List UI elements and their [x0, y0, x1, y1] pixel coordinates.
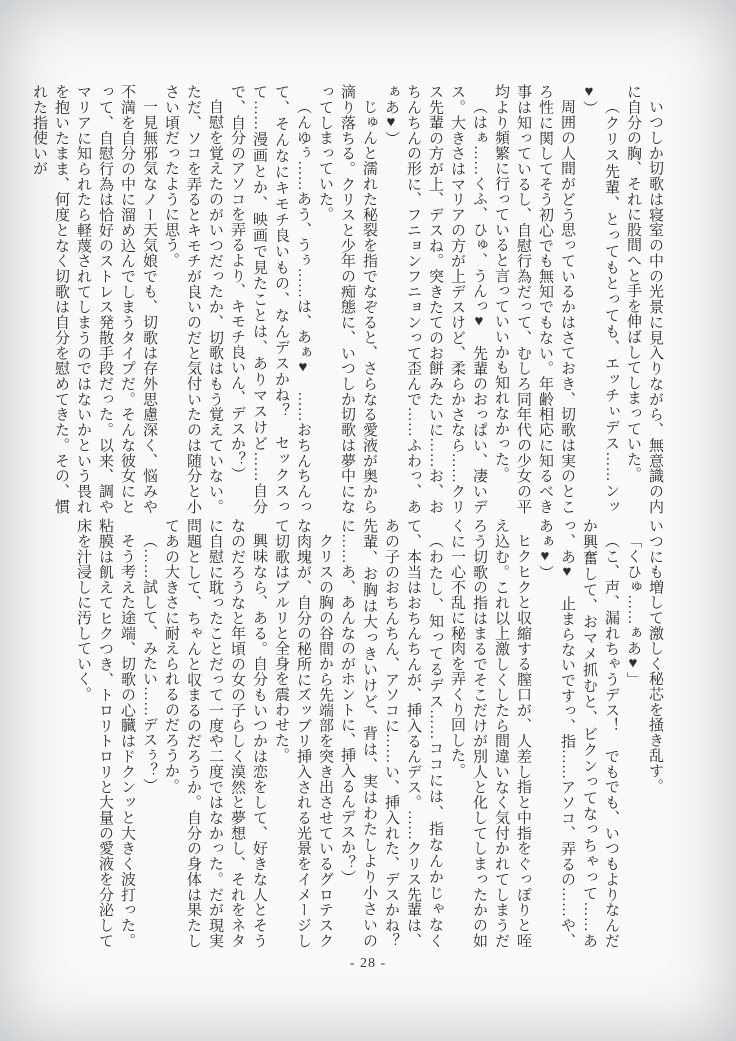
paragraph: （わたし、知ってるデス……ココには、指なんかじゃなくて、本当はおちんちんが、挿入るんデス。……クリス先輩は、あの子のおちんちん、アソコに……い、挿入れた、デスかね？ 先輩、お胸は大っきいけど、背は、実はわたしより小さいのに……あ、あんなのがホントに、挿入るんデスか？）	[339, 518, 443, 964]
page-number: - 28 -	[349, 956, 387, 971]
top-text-block	[28, 84, 666, 514]
paragraph: （……試して、みたい……デスぅ？）	[141, 533, 157, 794]
paragraph: 周囲の人間がどう思っているかはさておき、切歌は実のところ性に関してそう初心でも無知でもない。年齢相応に知るべき事は知っているし、自慰行為だって、むしろ同年代の少女の平均より頻繁に行っていると言っていいかも知れなかった。	[493, 84, 575, 514]
paragraph: 自慰を覚えたのがいつだったか、切歌はもう覚えていない。ただ、ソコを弄るとキモチが良いのだと気付いたのは随分と小さい頃だったように思う。	[163, 84, 223, 514]
paragraph: じゅんと濡れた秘裂を指でなぞると、さらなる愛液が奥から滴り落ちる。クリスと少年の痴態に、いつしか切歌は夢中になってしまっていた。	[317, 84, 377, 514]
paragraph: いつしか切歌は寝室の中の光景に見入りながら、無意識の内に自分の胸、それに股間へと手を伸ばしてしまっていた。	[625, 84, 663, 514]
paragraph: そう考えた途端、切歌の心臓はドクンッと大きく波打った。粘膜は飢えてヒクつき、トロリトロリと大量の愛液を分泌して床を汁浸しに汚していく。	[75, 518, 135, 948]
paragraph: ヒクヒクと収縮する膣口が、人差し指と中指をぐっぽりと咥え込む。これ以上激しくしたら間違いなく気付かれてしまうだろう切歌の指はまるでそこだけが別人と化してしまったかの如くに一心不乱に秘肉を弄くり回した。	[449, 518, 531, 948]
paragraph: （んゆぅ……あう、うぅ……は、あぁ♥ ……おちんちんって、そんなにキモチ良いもの、なんデスかね？ セックスって……漫画とか、映画で見たことは、ありマスけど……自分で、自分のアソコを弄るより、キモチ良いん、デスか？）	[229, 84, 311, 514]
paragraph: クリスの胸の谷間から先端部を突き出させているグロテスクな肉塊が、自分の秘所にズッブリ挿入される光景をイメージして切歌はブルリと全身を震わせた。	[273, 518, 333, 948]
paragraph: （クリス先輩、とってもとっても、エッチぃデス……ンッ♥）	[581, 84, 619, 514]
paragraph: 「くひゅ……ぁあ♥」	[625, 533, 641, 687]
paragraph: 興味なら、ある。自分もいつかは恋をして、好きな人とそうなのだろうなと年頃の女の子らしく漠然と夢想し、それをネタに自慰に耽ったことだって一度や二度ではなかった。だが現実問題として、ちゃんと収まるのだろうか。自分の身体は果たしてあの大きさに耐えられるのだろうか。	[163, 518, 267, 948]
paragraph: いつにも増して激しく秘芯を掻き乱す。	[647, 518, 663, 794]
paragraph: （はぁ……くふ、ひゅ、うんっ♥ 先輩のおっぱい、凄いデス。大きさはマリアの方が上デスけど、柔らかさなら……クリス先輩の方が上、デスね。突きたてのお餅みたいに……お、おちんちんの形に、フニョンフニョンって歪んで……ふわっ、あぁあ♥）	[383, 84, 487, 514]
paragraph: （こ、声、漏れちゃうデス！ でもでも、いつもよりなんだか興奮して、おマメ抓むと、ビクンってなっちゃって……あっ、あ♥ 止まらないですっ、指……アソコ、弄るの……や、あぁ♥）	[537, 518, 619, 948]
paragraph: 一見無邪気なノー天気娘でも、切歌は存外思慮深く、悩みや不満を自分の中に溜め込んでしまうタイプだ。そんな彼女にとって、自慰行為は恰好のストレス発散手段だった。以来、調やマリアに知られたら軽蔑されてしまうのではないかという畏れを抱いたまま、何度となく切歌は自分を慰めてきた。その、慣れた指使いが	[31, 84, 157, 514]
